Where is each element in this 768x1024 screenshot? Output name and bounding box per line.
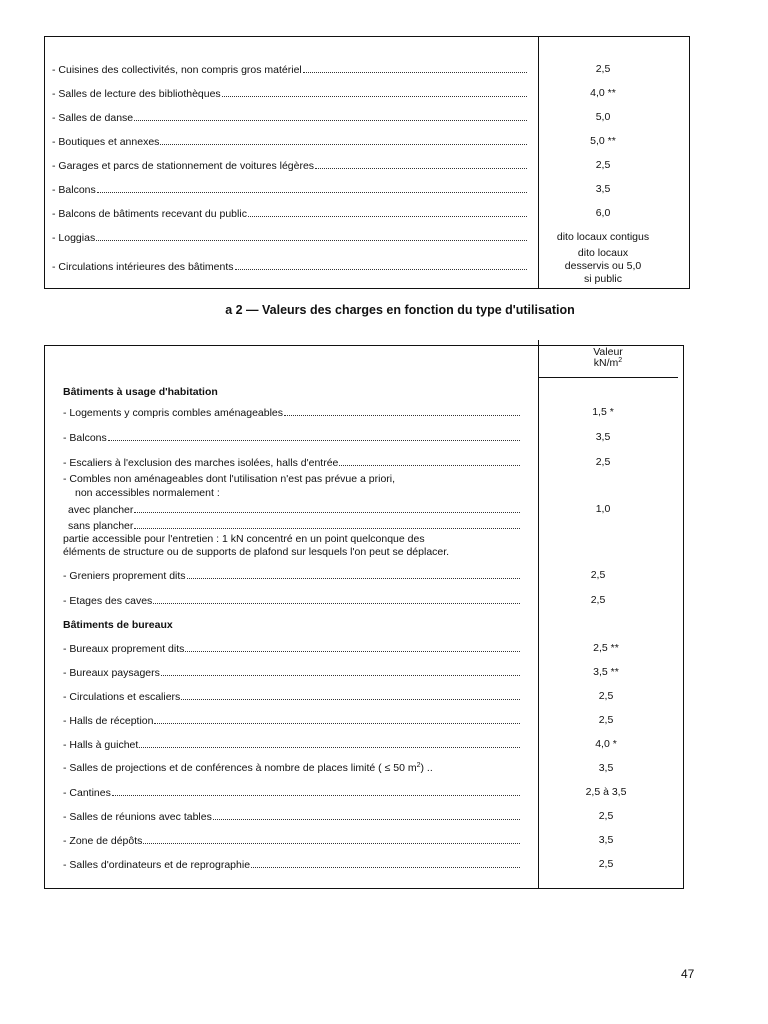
bureaux-row <box>63 810 521 824</box>
section-title-bureaux: Bâtiments de bureaux <box>63 619 173 631</box>
table1-label: - Salles de danse <box>52 112 134 124</box>
bureaux-value: 3,5 <box>598 834 614 846</box>
habitation-label: - Etages des caves <box>63 595 153 607</box>
table1-row <box>52 159 528 173</box>
table-2-header-rule <box>538 377 678 378</box>
table1-value: 5,0 <box>595 111 611 123</box>
habitation-value: 1,5 * <box>592 406 614 418</box>
bureaux-row <box>63 666 521 680</box>
bureaux-value: 2,5 <box>598 714 614 726</box>
table1-label: - Cuisines des collectivités, non compris gros matériel <box>52 64 302 76</box>
table1-row <box>52 87 528 101</box>
habitation-row <box>63 431 521 445</box>
combles-avec-value: 1,0 <box>595 503 611 515</box>
habitation-value: 2,5 <box>595 456 611 468</box>
table1-label: - Loggias <box>52 232 96 244</box>
table1-label: - Salles de lecture des bibliothèques <box>52 88 221 100</box>
bureaux-value: 2,5 <box>598 858 614 870</box>
table1-value: 2,5 <box>595 63 611 75</box>
bureaux-label: - Circulations et escaliers <box>63 691 181 703</box>
combles-avec-label: avec plancher <box>68 504 134 516</box>
bureaux-value: 4,0 * <box>595 738 617 750</box>
bureaux-row <box>63 642 521 656</box>
bureaux-label: - Salles de réunions avec tables <box>63 811 212 823</box>
bureaux-row <box>63 834 521 848</box>
bureaux-row <box>63 690 521 704</box>
table1-value-line: si public <box>584 273 622 285</box>
bureaux-value: 2,5 ** <box>593 642 619 654</box>
table1-value-line: dito locaux <box>577 247 629 259</box>
bureaux-label: - Bureaux proprement dits <box>63 643 185 655</box>
bureaux-value: 3,5 <box>598 762 614 774</box>
table1-label: - Balcons <box>52 184 96 196</box>
table1-value: dito locaux contigus <box>556 231 650 243</box>
bureaux-label: - Salles de projections et de conférences à nombre de places limité ( ≤ 50 $m^2$) .. <box>63 762 433 774</box>
habitation-value: 3,5 <box>595 431 611 443</box>
table1-row <box>52 260 528 274</box>
combles-line-2: non accessibles normalement : <box>75 487 220 499</box>
habitation-label: - Balcons <box>63 432 107 444</box>
table-caption: a 2 — Valeurs des charges en fonction du type d'utilisation <box>225 303 575 317</box>
bureaux-value: 2,5 <box>598 690 614 702</box>
habitation-row <box>63 406 521 420</box>
bureaux-row <box>63 858 521 872</box>
bureaux-label: - Halls de réception <box>63 715 154 727</box>
table1-label: - Boutiques et annexes <box>52 136 160 148</box>
bureaux-label: - Halls à guichet <box>63 739 139 751</box>
combles-partie-2: éléments de structure ou de supports de plafond sur lesquels l'on peut se déplacer. <box>63 546 450 558</box>
table-1-divider <box>538 36 539 289</box>
bureaux-label: - Cantines <box>63 787 111 799</box>
table1-label: - Circulations intérieures des bâtiments <box>52 261 234 273</box>
bureaux-label: - Salles d'ordinateurs et de reprographie <box>63 859 251 871</box>
bureaux-row <box>63 786 521 800</box>
bureaux-value: 2,5 à 3,5 <box>585 786 627 798</box>
habitation-row <box>63 594 521 608</box>
combles-line-1: - Combles non aménageables dont l'utilisation n'est pas prévue a priori, <box>63 473 396 485</box>
combles-sans-label: sans plancher <box>68 520 134 532</box>
table1-row <box>52 111 528 125</box>
table1-value: 6,0 <box>595 207 611 219</box>
bureaux-label: - Zone de dépôts <box>63 835 143 847</box>
bureaux-label: - Bureaux paysagers <box>63 667 160 679</box>
habitation-label: - Logements y compris combles aménageables <box>63 407 284 419</box>
bureaux-row <box>63 762 521 775</box>
table1-row <box>52 63 528 77</box>
habitation-row <box>63 456 521 470</box>
bureaux-row <box>63 738 521 752</box>
table1-value-line: desservis ou 5,0 <box>564 260 642 272</box>
bureaux-value: 3,5 ** <box>593 666 619 678</box>
combles-avec-plancher <box>68 503 521 517</box>
table-2-divider <box>538 340 539 889</box>
bureaux-row <box>63 714 521 728</box>
table1-row <box>52 231 528 245</box>
section-title-habitation: Bâtiments à usage d'habitation <box>63 386 218 398</box>
table-2 <box>44 345 684 889</box>
habitation-value: 2,5 <box>590 569 606 581</box>
unit-header <box>548 347 668 369</box>
unit-header-label: Valeur <box>593 346 623 358</box>
combles-sans-plancher <box>68 519 521 533</box>
habitation-value: 2,5 <box>590 594 606 606</box>
table1-row <box>52 183 528 197</box>
table1-label: - Garages et parcs de stationnement de voitures légères <box>52 160 315 172</box>
table1-value: 4,0 ** <box>590 87 616 99</box>
combles-partie-1: partie accessible pour l'entretien : 1 kN concentré en un point quelconque des <box>63 533 425 545</box>
table1-label: - Balcons de bâtiments recevant du public <box>52 208 247 220</box>
page-number: 47 <box>681 967 695 981</box>
table1-value: 3,5 <box>595 183 611 195</box>
table1-row <box>52 135 528 149</box>
bureaux-value: 2,5 <box>598 810 614 822</box>
habitation-row <box>63 569 521 583</box>
unit-header-unit: $kN/m^2$ <box>593 357 623 369</box>
table1-row <box>52 207 528 221</box>
habitation-label: - Greniers proprement dits <box>63 570 186 582</box>
habitation-label: - Escaliers à l'exclusion des marches isolées, halls d'entrée <box>63 457 339 469</box>
table1-value: 5,0 ** <box>590 135 616 147</box>
table1-value: 2,5 <box>595 159 611 171</box>
